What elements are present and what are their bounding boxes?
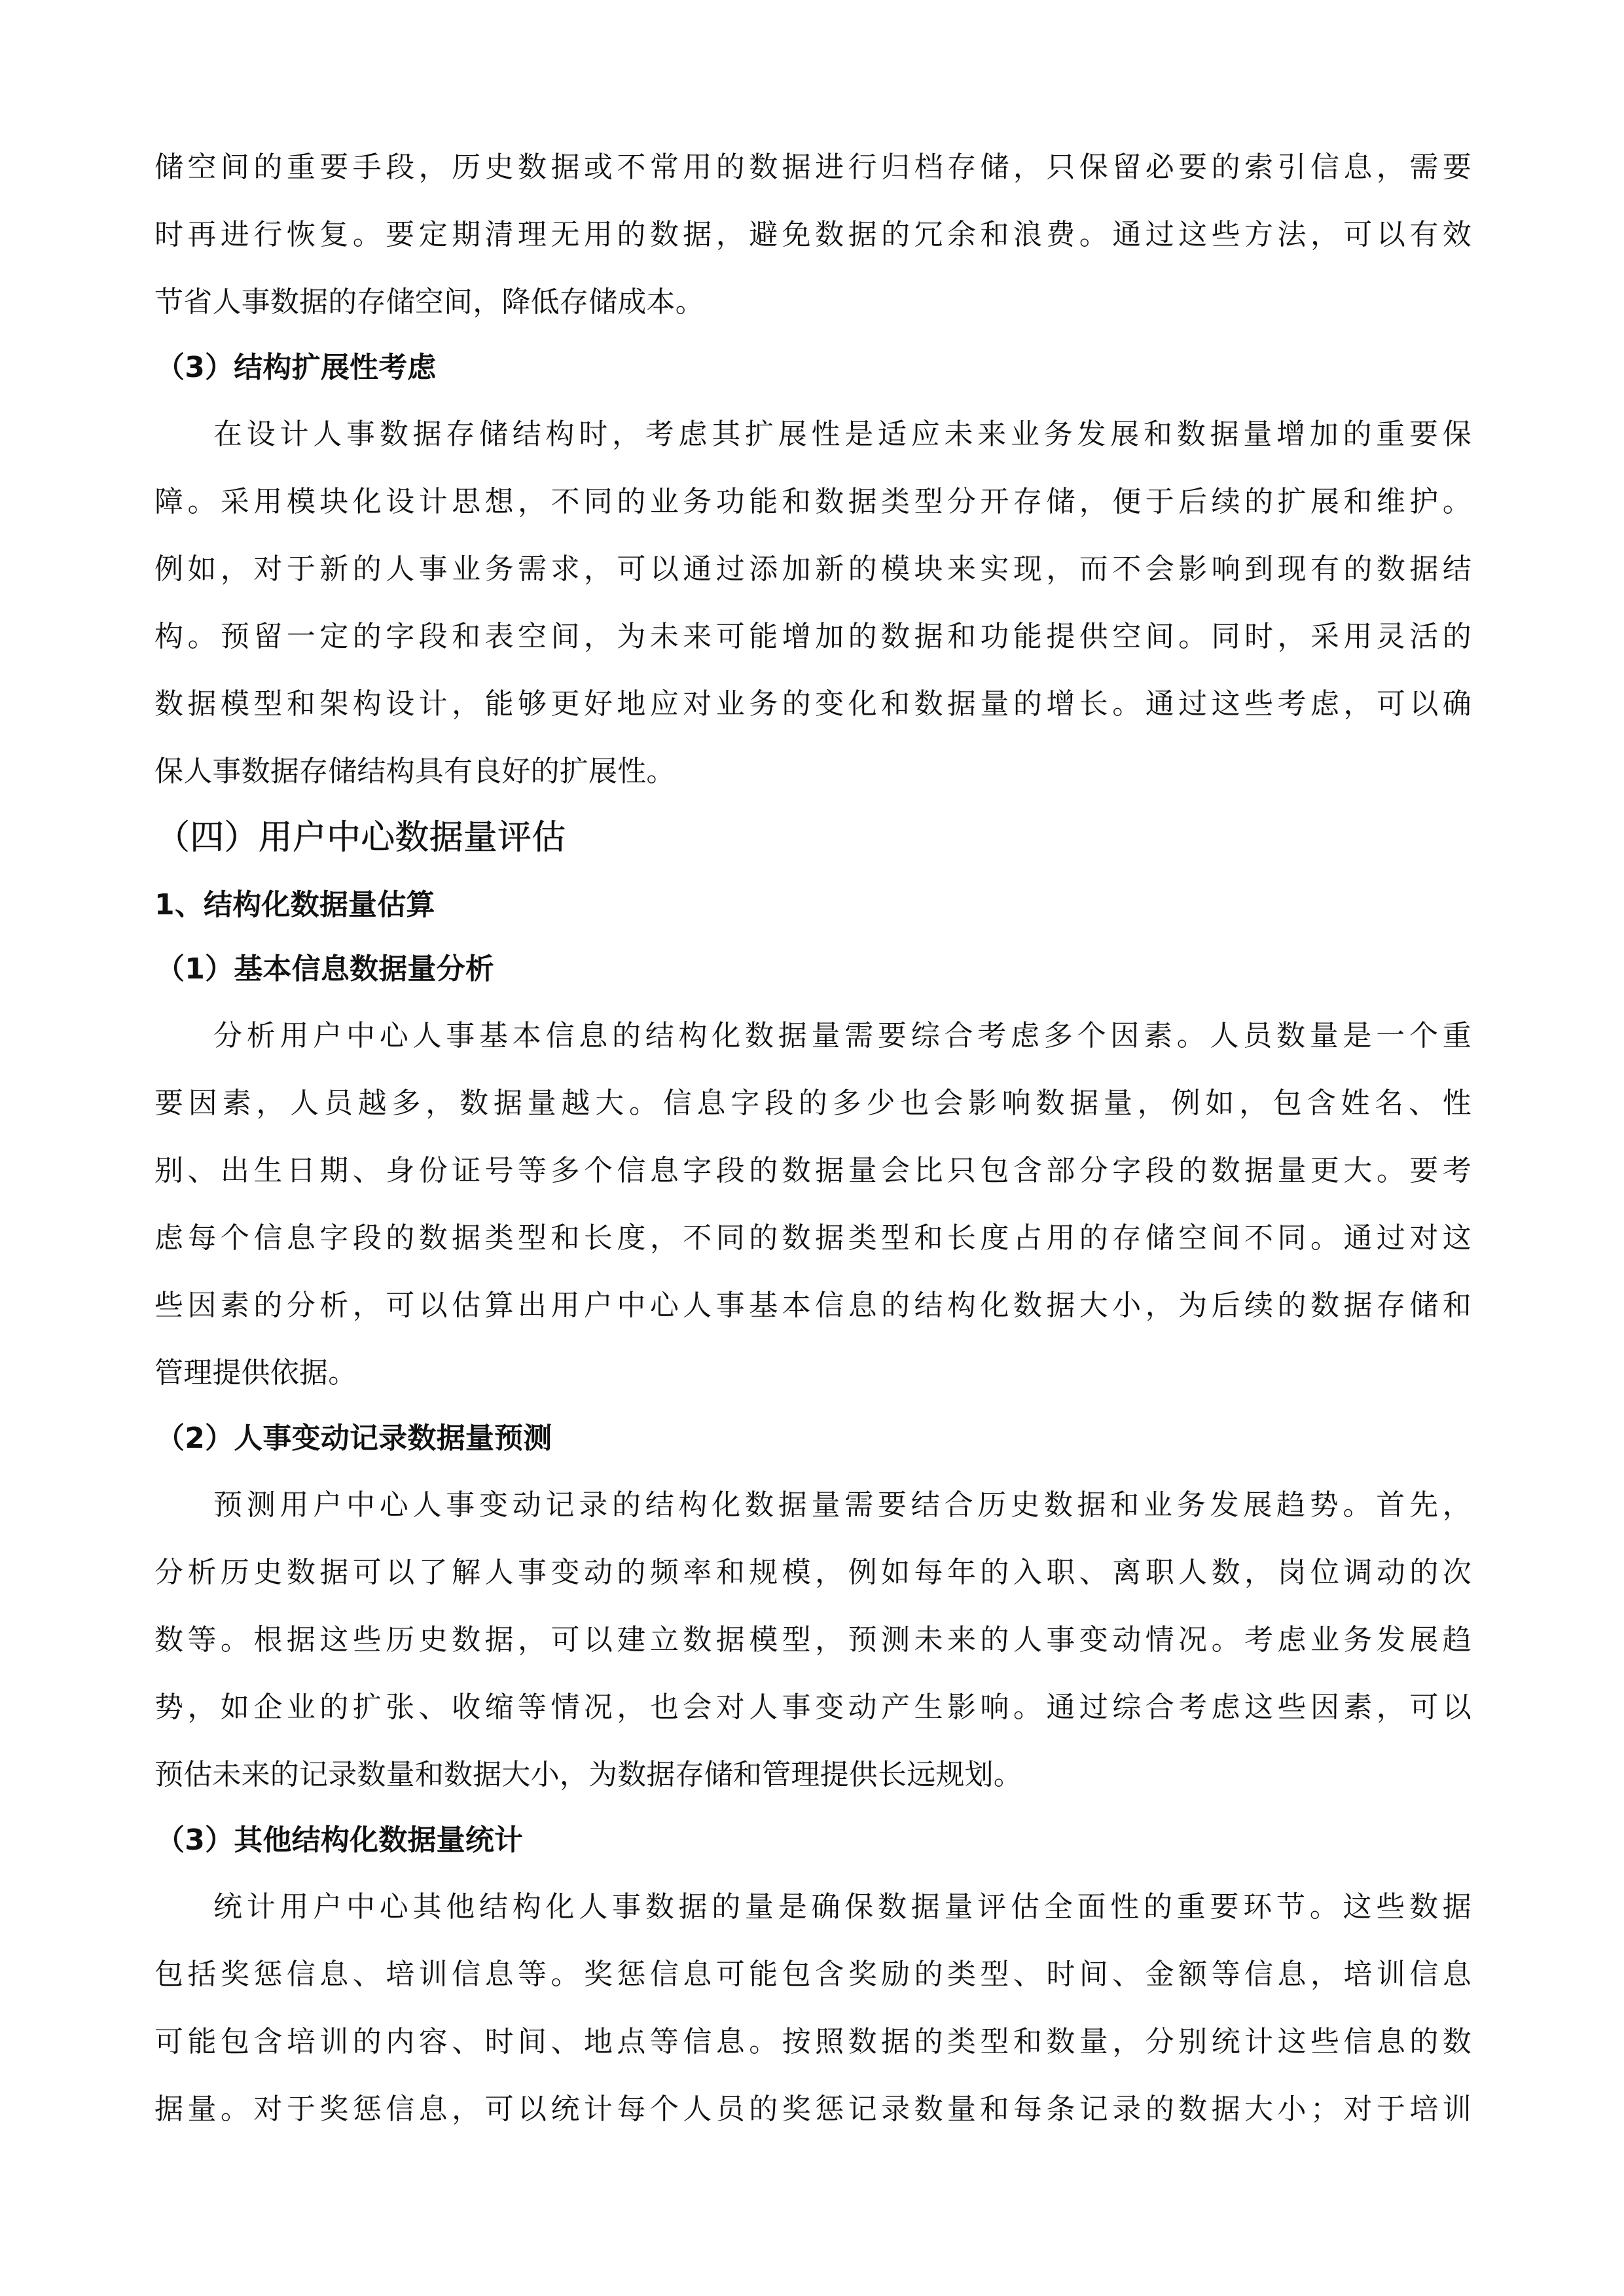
numbered-heading: 1、结构化数据量估算 [154,888,435,922]
paragraph-line: 在设计人事数据存储结构时，考虑其扩展性是适应未来业务发展和数据量增加的重要保 [213,418,1471,451]
subsection-heading: （2）人事变动记录数据量预测 [156,1422,552,1455]
paragraph-line: 据量。对于奖惩信息，可以统计每个人员的奖惩记录数量和每条记录的数据大小；对于培训 [154,2092,1471,2126]
paragraph-line: 管理提供依据。 [154,1356,357,1390]
paragraph-line: 些因素的分析，可以估算出用户中心人事基本信息的结构化数据大小，为后续的数据存储和 [154,1289,1471,1322]
paragraph-line: 包括奖惩信息、培训信息等。奖惩信息可能包含奖励的类型、时间、金额等信息，培训信息 [154,1958,1471,1991]
subsection-heading: （3）其他结构化数据量统计 [156,1823,524,1857]
section-heading: （四）用户中心数据量评估 [156,818,566,857]
subsection-heading: （3）结构扩展性考虑 [156,351,437,384]
paragraph-line: 预测用户中心人事变动记录的结构化数据量需要结合历史数据和业务发展趋势。首先， [213,1488,1471,1522]
paragraph-line: 统计用户中心其他结构化人事数据的量是确保数据量评估全面性的重要环节。这些数据 [213,1890,1471,1924]
paragraph-line: 障。采用模块化设计思想，不同的业务功能和数据类型分开存储，便于后续的扩展和维护。 [154,485,1471,518]
subsection-heading: （1）基本信息数据量分析 [156,952,495,986]
paragraph-line: 例如，对于新的人事业务需求，可以通过添加新的模块来实现，而不会影响到现有的数据结 [154,552,1471,586]
paragraph-line: 别、出生日期、身份证号等多个信息字段的数据量会比只包含部分字段的数据量更大。要考 [154,1154,1471,1187]
paragraph-line: 构。预留一定的字段和表空间，为未来可能增加的数据和功能提供空间。同时，采用灵活的 [154,620,1471,653]
paragraph-line: 节省人事数据的存储空间，降低存储成本。 [154,285,704,319]
paragraph-line: 可能包含培训的内容、时间、地点等信息。按照数据的类型和数量，分别统计这些信息的数 [154,2025,1471,2058]
paragraph-line: 分析用户中心人事基本信息的结构化数据量需要综合考虑多个因素。人员数量是一个重 [213,1019,1471,1052]
paragraph-line: 储空间的重要手段，历史数据或不常用的数据进行归档存储，只保留必要的索引信息，需要 [154,151,1471,184]
paragraph-line: 时再进行恢复。要定期清理无用的数据，避免数据的冗余和浪费。通过这些方法，可以有效 [154,218,1471,251]
paragraph-line: 数据模型和架构设计，能够更好地应对业务的变化和数据量的增长。通过这些考虑，可以确 [154,687,1471,721]
paragraph-line: 数等。根据这些历史数据，可以建立数据模型，预测未来的人事变动情况。考虑业务发展趋 [154,1623,1471,1657]
paragraph-line: 要因素，人员越多，数据量越大。信息字段的多少也会影响数据量，例如，包含姓名、性 [154,1086,1471,1120]
paragraph-line: 势，如企业的扩张、收缩等情况，也会对人事变动产生影响。通过综合考虑这些因素，可以 [154,1691,1471,1724]
paragraph-line: 分析历史数据可以了解人事变动的频率和规模，例如每年的入职、离职人数，岗位调动的次 [154,1556,1471,1589]
paragraph-line: 预估未来的记录数量和数据大小，为数据存储和管理提供长远规划。 [154,1758,1022,1791]
paragraph-line: 虑每个信息字段的数据类型和长度，不同的数据类型和长度占用的存储空间不同。通过对这 [154,1221,1471,1255]
paragraph-line: 保人事数据存储结构具有良好的扩展性。 [154,755,676,788]
